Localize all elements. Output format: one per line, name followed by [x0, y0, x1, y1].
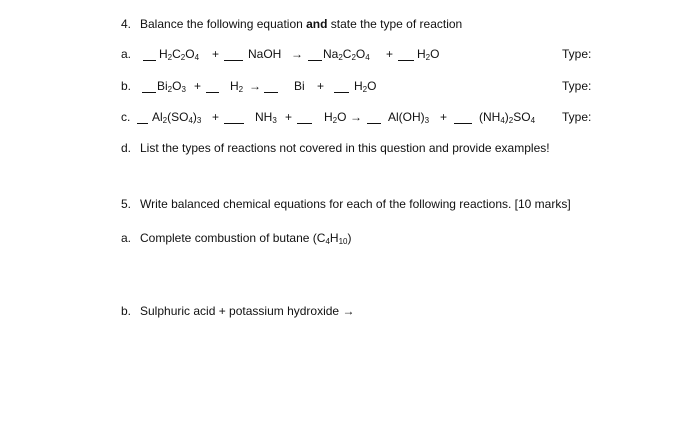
q4-number: 4. — [121, 17, 132, 31]
q4b-blank-4[interactable] — [334, 92, 349, 93]
q4b-product-2: $H_2O$ — [354, 79, 377, 94]
q5-prompt: Write balanced chemical equations for each of the following reactions. [10 marks] — [140, 197, 571, 211]
q4b-reactant-2: $H_2$ — [230, 79, 244, 94]
q4-prompt: Balance the following equation and state the type of reaction — [140, 17, 463, 31]
q4c-product-1: $Al(OH)_3$ — [388, 110, 430, 125]
q4c-blank-1[interactable] — [137, 123, 148, 124]
q4d-text: List the types of reactions not covered in this question and provide examples! — [140, 141, 550, 155]
q4a-plus-2: + — [386, 47, 394, 61]
q4a-reactant-2: NaOH — [248, 47, 282, 61]
q4a-blank-2[interactable] — [224, 60, 243, 61]
q4a-letter: a. — [121, 47, 132, 61]
q4b-blank-1[interactable] — [142, 92, 156, 93]
q4c-blank-3[interactable] — [297, 123, 312, 124]
q4b-product-1: Bi — [294, 79, 305, 93]
q4a-reactant-1: $H_2C_2O_4$ — [159, 47, 200, 62]
q4c-blank-5[interactable] — [454, 123, 472, 124]
q5b-letter: b. — [121, 304, 132, 318]
q5a-letter: a. — [121, 231, 132, 245]
q4c-arrow: → — [350, 110, 362, 124]
q4b-letter: b. — [121, 79, 132, 93]
q4b-blank-2[interactable] — [206, 92, 219, 93]
q4a-product-2: $H_2O$ — [417, 47, 440, 62]
q4c-plus-2: + — [285, 110, 293, 124]
q4c-blank-4[interactable] — [367, 123, 381, 124]
q4a-type-label: Type: — [562, 47, 592, 61]
q4a-blank-3[interactable] — [308, 60, 322, 61]
q4c-plus-1: + — [212, 110, 220, 124]
q4d-letter: d. — [121, 141, 132, 155]
q4a-product-1: $Na_2C_2O_4$ — [323, 47, 370, 62]
q4b-arrow: → — [249, 79, 261, 93]
q4a-blank-1[interactable] — [143, 60, 156, 61]
q4c-plus-3: + — [440, 110, 448, 124]
q5b-text: Sulphuric acid + potassium hydroxide → — [140, 304, 355, 318]
q4c-reactant-2: $NH_3$ — [255, 110, 277, 125]
q4b-plus-1: + — [194, 79, 202, 93]
q4a-plus-1: + — [212, 47, 220, 61]
q4c-product-2: $(NH_4)_2SO_4$ — [479, 110, 536, 125]
q4c-type-label: Type: — [562, 110, 592, 124]
q4c-blank-2[interactable] — [224, 123, 244, 124]
q4b-plus-2: + — [317, 79, 325, 93]
q4b-blank-3[interactable] — [264, 92, 278, 93]
q4c-reactant-3: $H_2O$ — [324, 110, 347, 125]
q4a-blank-4[interactable] — [398, 60, 414, 61]
q4c-reactant-1: $Al_2(SO_4)_3$ — [152, 110, 202, 125]
q4a-arrow: → — [291, 47, 303, 61]
q5-number: 5. — [121, 197, 132, 211]
q5a-text: Complete combustion of butane $(C_4H_{10})$ — [140, 231, 352, 246]
q4b-type-label: Type: — [562, 79, 592, 93]
q4b-reactant-1: $Bi_2O_3$ — [157, 79, 186, 94]
q4c-letter: c. — [121, 110, 131, 124]
